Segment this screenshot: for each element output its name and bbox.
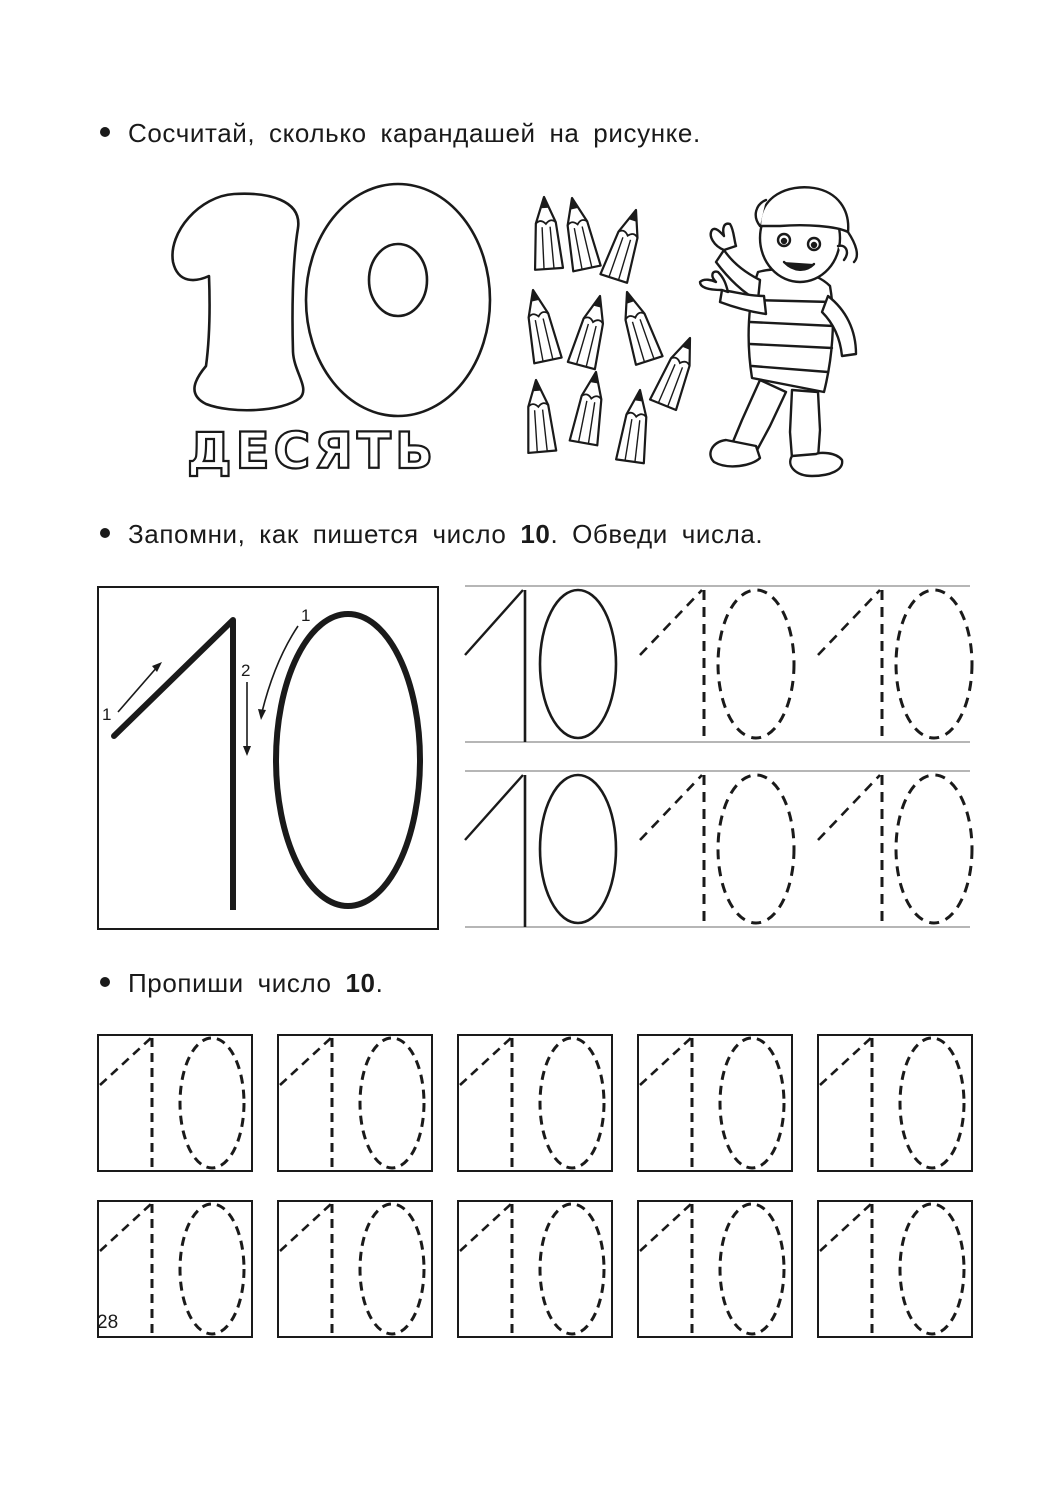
pencil-icon — [570, 370, 610, 446]
pencil-icon — [519, 287, 561, 363]
page-number: 28 — [97, 1312, 119, 1333]
pencil-icon — [558, 195, 600, 271]
stroke-label-vertical: 2 — [241, 661, 251, 680]
trace-sample-solid — [465, 775, 616, 927]
pencil-icon — [600, 206, 649, 283]
task-remember-number: 10 — [520, 519, 551, 549]
boy-character-icon — [700, 187, 857, 476]
task-remember-text: Запомни, как пишется число — [128, 519, 521, 549]
task-write-text: Пропиши число — [128, 968, 346, 998]
number-word: ДЕСЯТЬ — [187, 422, 438, 480]
pencil-icon — [616, 388, 654, 463]
trace-dashed-number — [818, 775, 972, 927]
trace-sample-solid — [465, 590, 616, 742]
practice-boxes — [98, 1035, 972, 1337]
task-write-text-end: . — [375, 968, 384, 998]
pencil-icon — [568, 292, 614, 369]
trace-dashed-number — [818, 590, 972, 742]
task-count-text: Сосчитай, сколько карандашей на рисунке. — [128, 118, 701, 148]
writing-demo-box — [98, 587, 438, 929]
trace-rows — [465, 586, 972, 927]
trace-dashed-number — [640, 590, 794, 742]
stroke-label-zero: 1 — [301, 606, 311, 625]
task-write-number: 10 — [345, 968, 376, 998]
task-remember-text-end: . Обведи числа. — [550, 519, 764, 549]
stroke-label-diagonal: 1 — [102, 705, 112, 724]
big-number-ten-illustration — [172, 184, 490, 416]
trace-dashed-number — [640, 775, 794, 927]
pencil-icon — [522, 379, 556, 453]
pencil-icon — [614, 288, 663, 365]
pencils-illustration — [519, 195, 703, 463]
pencil-icon — [530, 196, 563, 270]
